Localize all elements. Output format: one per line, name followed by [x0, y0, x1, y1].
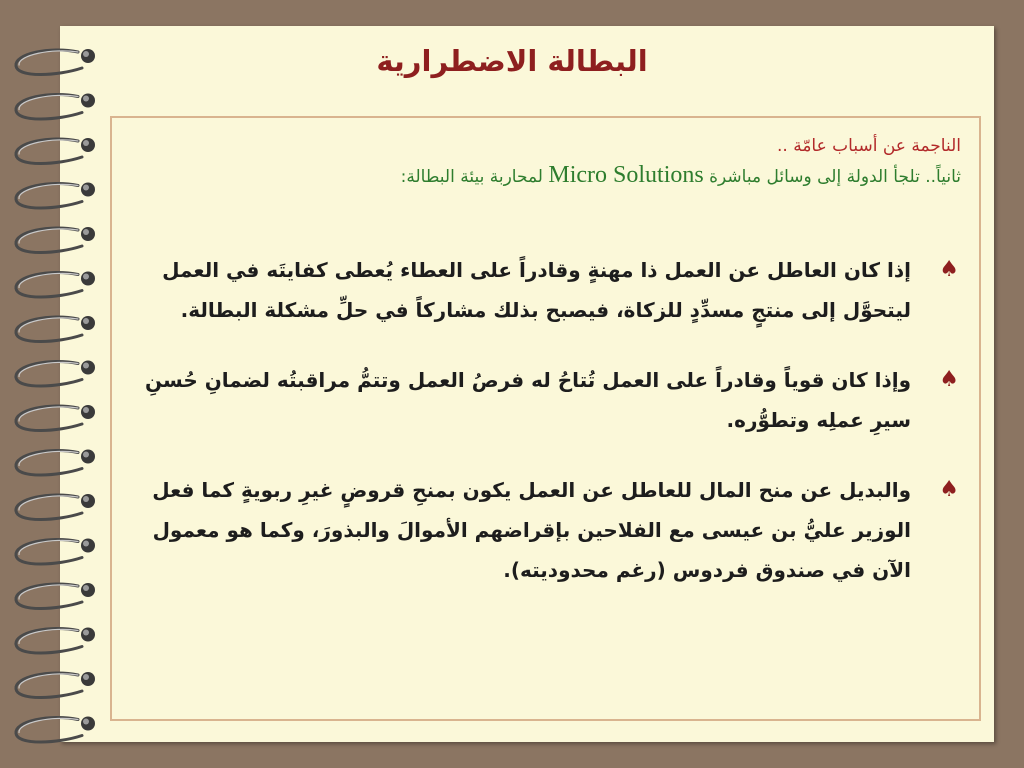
intro-line-2 — [401, 160, 961, 192]
binding-ring — [16, 494, 95, 520]
binding-ring — [16, 361, 95, 387]
binding-ring — [16, 227, 95, 253]
binding-ring — [16, 316, 95, 342]
list-item — [139, 360, 959, 440]
binding-ring — [16, 717, 95, 743]
list-item-text: وإذا كان قوياً وقادراً على العمل تُتاحُ له فرصُ العمل وتتمُّ مراقبتُه لضمانِ حُسنِ سيرِ عملِه وتطوُّره. — [144, 368, 911, 432]
intro-line-1: الناجمة عن أسباب عامّة .. — [777, 136, 961, 156]
page-title: البطالة الاضطرارية — [376, 44, 648, 78]
binding-ring — [16, 138, 95, 164]
binding-ring — [16, 183, 95, 209]
binding-ring — [16, 94, 95, 120]
content-box — [110, 116, 981, 721]
binding-ring — [16, 405, 95, 431]
list-item — [139, 470, 959, 590]
list-item — [139, 250, 959, 330]
binding-ring — [16, 672, 95, 698]
intro-block — [401, 132, 961, 192]
binding-ring — [16, 628, 95, 654]
spade-bullet-icon: ♠ — [939, 367, 959, 392]
spade-bullet-icon: ♠ — [939, 257, 959, 282]
intro-line-2-start: ثانياً.. تلجأ الدولة إلى وسائل مباشرة — [709, 167, 961, 187]
spiral-binding — [0, 0, 110, 768]
list-item-text: والبديل عن منح المال للعاطل عن العمل يكون بمنحِ قروضٍ غيرِ ربويةٍ كما فعل الوزير عليُّ بن عيسى مع الفلاحين بإقراضهم الأموالَ والبذورَ، وكما هو معمول الآن في صندوق فردوس (رغم محدوديته). — [152, 478, 911, 582]
intro-line-2-latin: Micro Solutions — [548, 162, 704, 188]
spade-bullet-icon: ♠ — [939, 477, 959, 502]
list-item-text: إذا كان العاطل عن العمل ذا مهنةٍ وقادراً على العطاء يُعطى كفايتَه في العمل ليتحوَّل إلى منتجٍ مسدِّدٍ للزكاة، فيصبح بذلك مشاركاً في حلِّ مشكلة البطالة. — [162, 258, 911, 322]
intro-line-2-end: لمحاربة بيئة البطالة: — [400, 167, 543, 187]
bullet-list — [139, 250, 959, 620]
binding-ring — [16, 450, 95, 476]
binding-ring — [16, 583, 95, 609]
binding-ring — [16, 272, 95, 298]
binding-ring — [16, 539, 95, 565]
